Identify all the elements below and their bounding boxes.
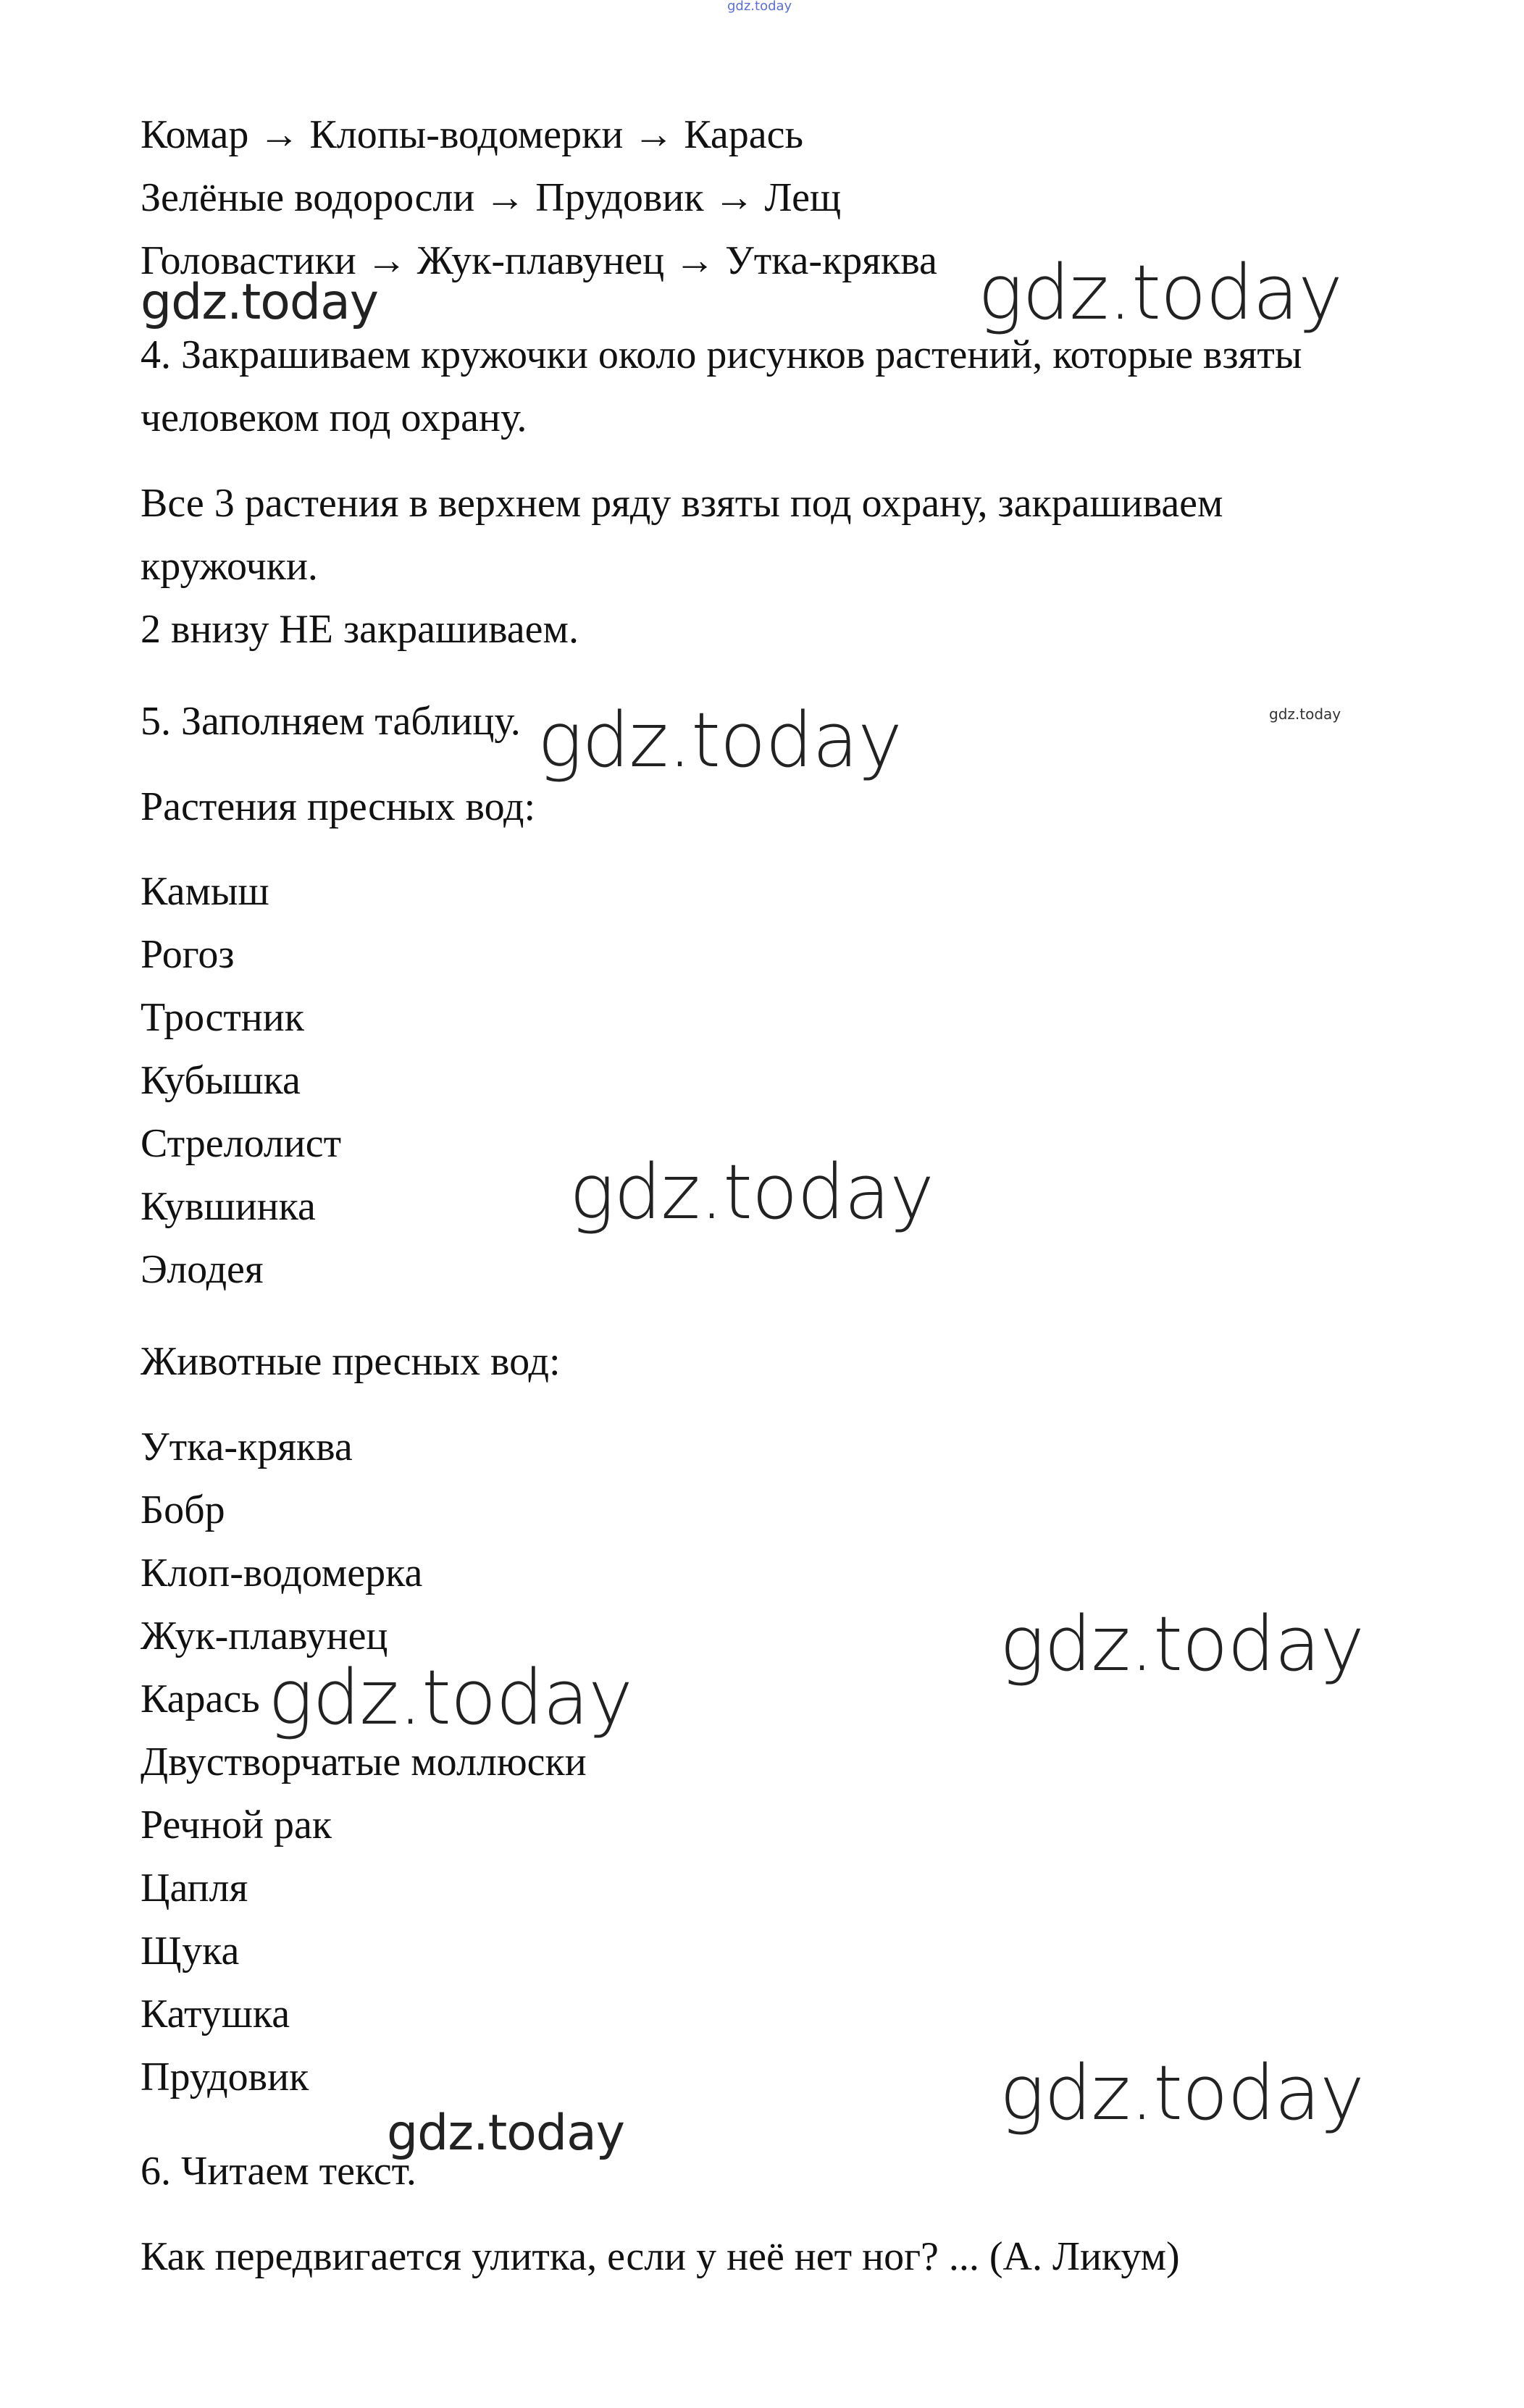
watermark: gdz.today	[569, 1148, 934, 1236]
watermark-top: gdz.today	[727, 0, 792, 14]
watermark: gdz.today	[978, 248, 1342, 337]
animal-item: Жук-плавунец	[141, 1614, 388, 1658]
plants-heading: Растения пресных вод:	[141, 784, 536, 829]
animal-item: Катушка	[141, 1992, 290, 2036]
plant-item: Камыш	[141, 869, 269, 914]
task4-answer-line2: кружочки.	[141, 544, 318, 589]
watermark-small: gdz.today	[1269, 705, 1341, 723]
task4-text-line1: 4. Закрашиваем кружочки около рисунков растений, которые взяты	[141, 332, 1302, 377]
plant-item: Кубышка	[141, 1058, 301, 1103]
animal-item: Речной рак	[141, 1803, 332, 1847]
animal-item: Цапля	[141, 1866, 248, 1910]
watermark: gdz.today	[387, 2105, 624, 2162]
task4-text-line2: человеком под охрану.	[141, 395, 527, 440]
task4-answer-line1: Все 3 растения в верхнем ряду взяты под охрану, закрашиваем	[141, 481, 1223, 526]
watermark: gdz.today	[268, 1653, 632, 1742]
plant-item: Элодея	[141, 1247, 264, 1292]
task6-title: 6. Читаем текст.	[141, 2149, 416, 2194]
plant-item: Тростник	[141, 995, 304, 1040]
task5-title: 5. Заполняем таблицу.	[141, 699, 521, 744]
watermark: gdz.today	[1000, 2049, 1364, 2137]
task6-text: Как передвигается улитка, если у неё нет ног? ... (А. Ликум)	[141, 2234, 1180, 2279]
watermark: gdz.today	[537, 696, 902, 784]
animal-item: Прудовик	[141, 2055, 309, 2099]
animal-item: Утка-кряква	[141, 1425, 353, 1469]
food-chain-3: Головастики → Жук-плавунец → Утка-кряква	[141, 238, 937, 283]
food-chain-2: Зелёные водоросли → Прудовик → Лещ	[141, 175, 842, 220]
watermark: gdz.today	[141, 274, 378, 331]
task4-answer-line3: 2 внизу НЕ закрашиваем.	[141, 607, 579, 652]
plant-item: Стрелолист	[141, 1121, 342, 1166]
plant-item: Рогоз	[141, 932, 235, 977]
animal-item: Карась	[141, 1677, 260, 1721]
animal-item: Бобр	[141, 1488, 225, 1532]
watermark: gdz.today	[1000, 1600, 1364, 1688]
animal-item: Двустворчатые моллюски	[141, 1740, 587, 1784]
animal-item: Щука	[141, 1929, 240, 1973]
food-chain-1: Комар → Клопы-водомерки → Карась	[141, 112, 804, 157]
plant-item: Кувшинка	[141, 1184, 316, 1229]
animals-heading: Животные пресных вод:	[141, 1339, 561, 1384]
animal-item: Клоп-водомерка	[141, 1551, 423, 1595]
